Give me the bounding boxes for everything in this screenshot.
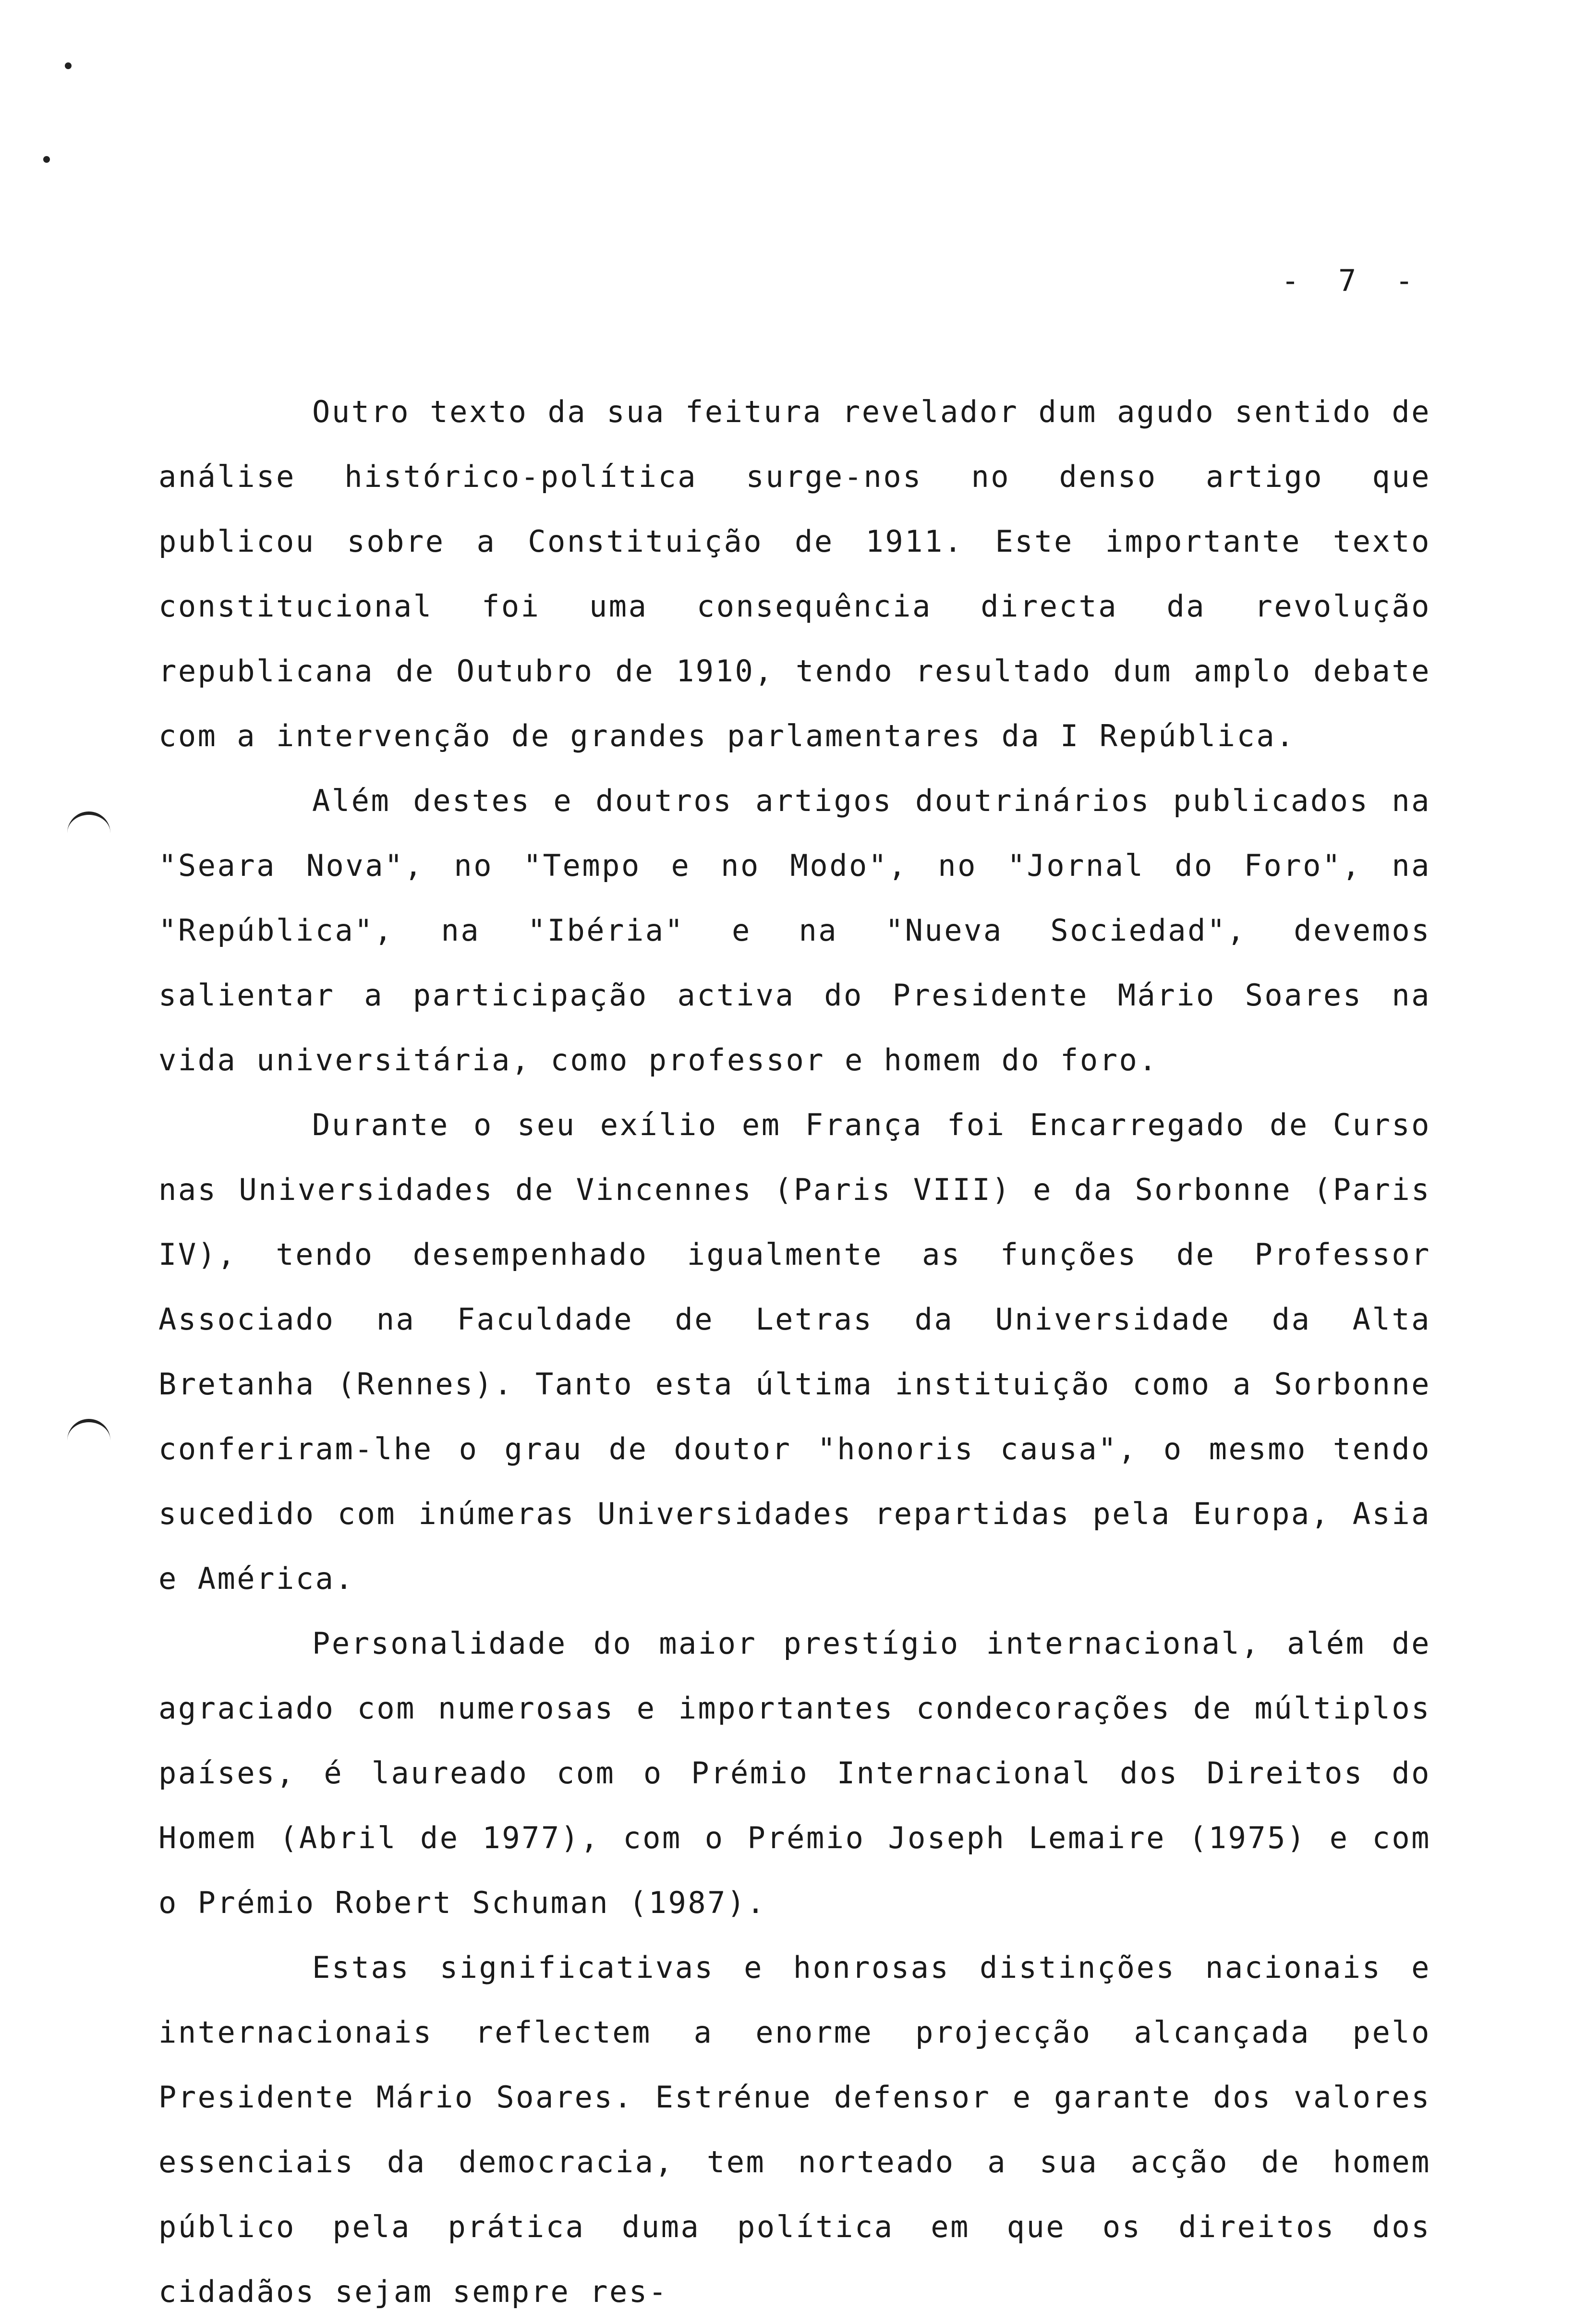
margin-mark [67,1419,110,1451]
page-number: - 7 - [1281,263,1424,298]
binding-hole-dot [65,62,72,69]
paragraph: Durante o seu exílio em França foi Encarregado de Curso nas Universidades de Vincennes (Paris VIII) e da Sorbonne (Paris IV), tendo desempenhado igualmente as funções de Professor Associado na Faculdade de Letras da Universidade da Alta Bretanha (Rennes). Tanto esta última instituição como a Sorbonne conferiram-lhe o grau de doutor "honoris causa", o mesmo tendo sucedido com inúmeras Universidades repartidas pela Europa, Asia e América. [158,1107,1431,1596]
body-text [158,379,1431,2324]
paragraph: Estas significativas e honrosas distinções nacionais e internacionais reflectem a enorme projecção alcançada pelo Presidente Mário Soares. Estrénue defensor e garante dos valores essenciais da democracia, tem norteado a sua acção de homem público pela prática duma política em que os direitos dos cidadãos sejam sempre res- [158,1950,1431,2309]
binding-hole-dot [43,156,50,163]
margin-mark [67,811,110,844]
paragraph: Personalidade do maior prestígio internacional, além de agraciado com numerosas e importantes condecorações de múltiplos países, é laureado com o Prémio Internacional dos Direitos do Homem (Abril de 1977), com o Prémio Joseph Lemaire (1975) e com o Prémio Robert Schuman (1987). [158,1626,1431,1920]
paragraph: Além destes e doutros artigos doutrinários publicados na "Seara Nova", no "Tempo e no Modo", no "Jornal do Foro", na "República", na "Ibéria" e na "Nueva Sociedad", devemos salientar a participação activa do Presidente Mário Soares na vida universitária, como professor e homem do foro. [158,783,1431,1077]
paragraph: Outro texto da sua feitura revelador dum agudo sentido de análise histórico-política surge-nos no denso artigo que publicou sobre a Constituição de 1911. Este importante texto constitucional foi uma consequência directa da revolução republicana de Outubro de 1910, tendo resultado dum amplo debate com a intervenção de grandes parlamentares da I República. [158,394,1431,753]
